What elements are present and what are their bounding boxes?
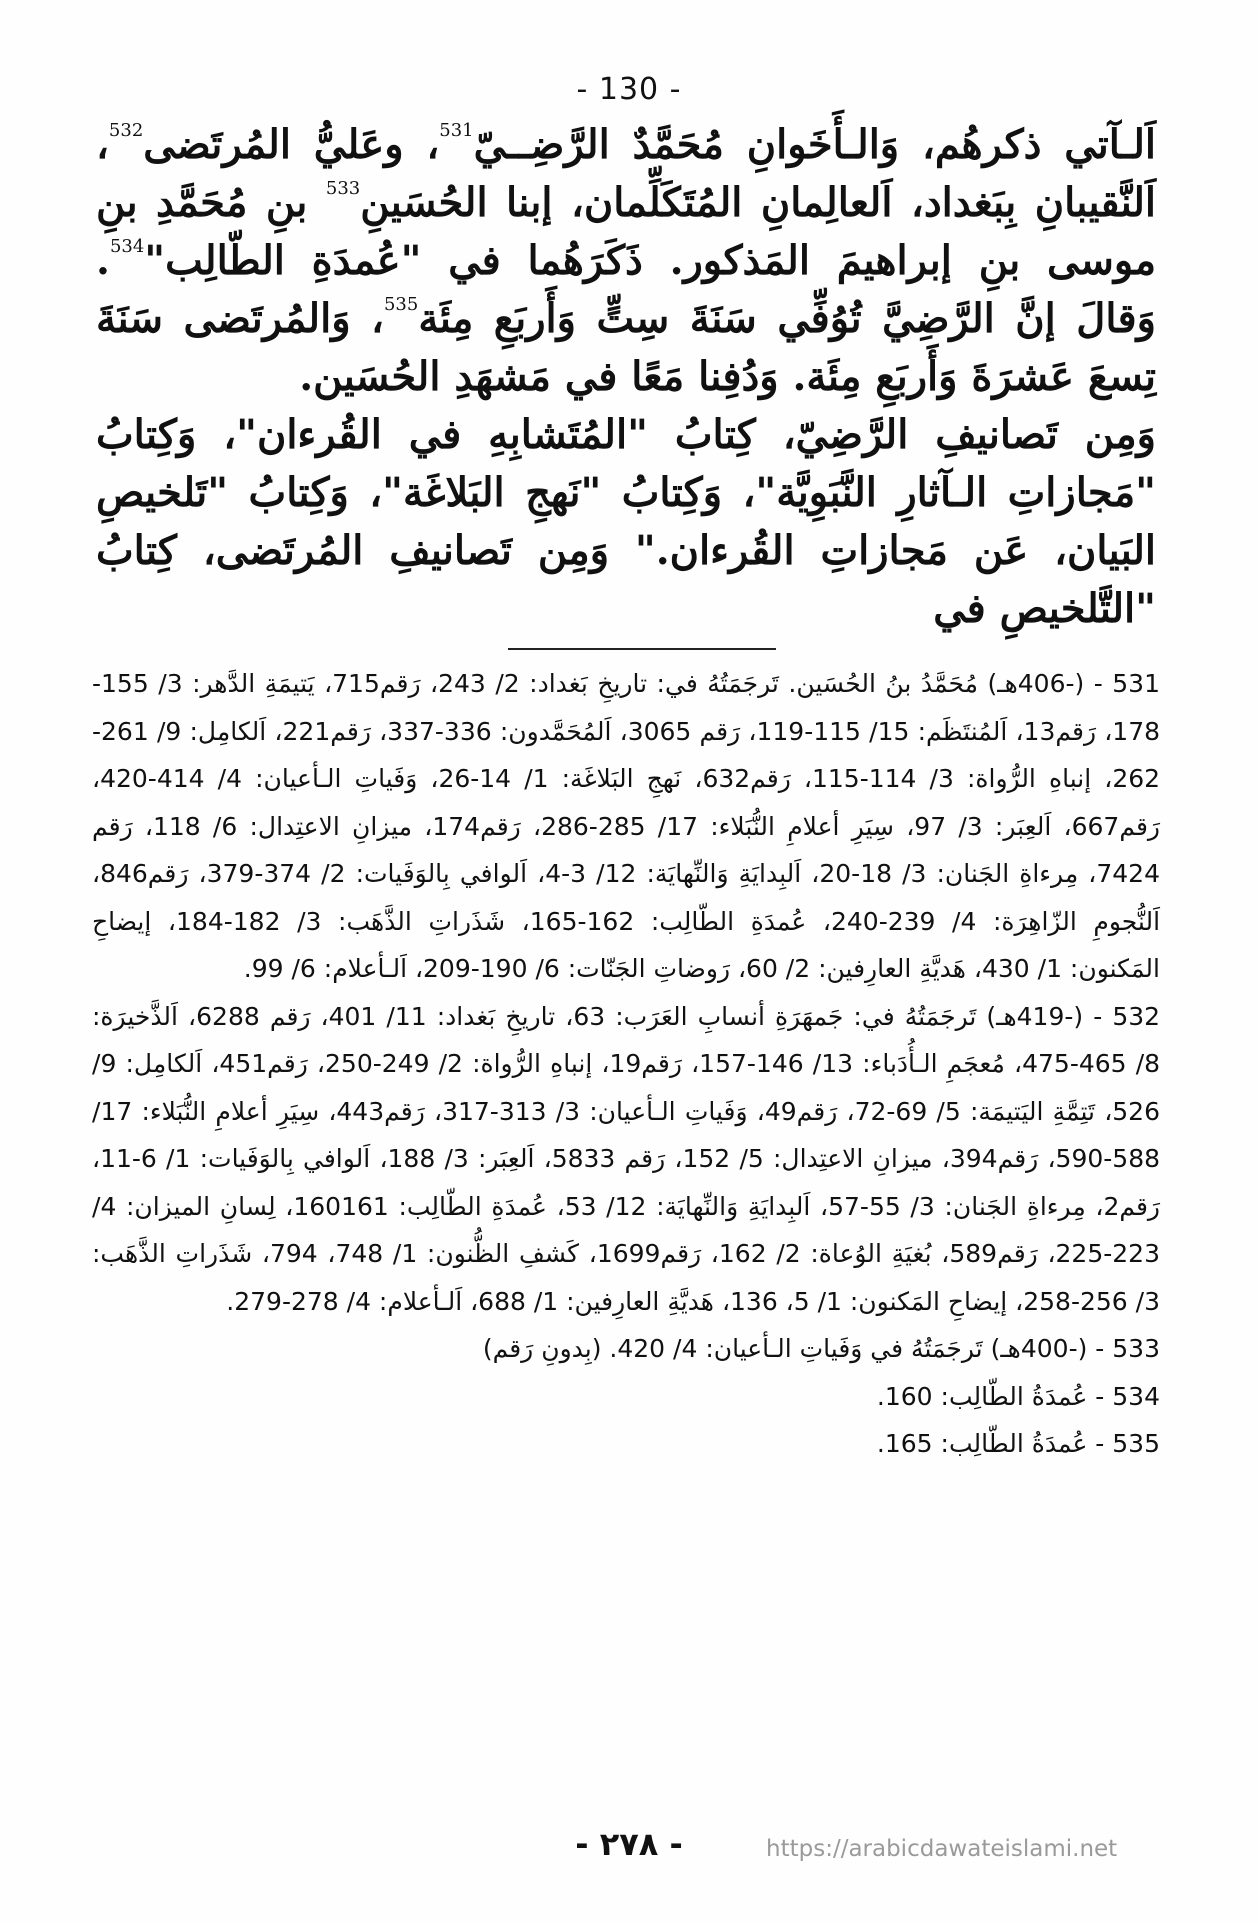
watermark-url: https://arabicdawateislami.net (766, 1836, 1118, 1862)
body-text-segment: ، وَالمُرتَضى سَنَةَ تِسعَ عَشرَةَ وَأَربَعِ مِئَة. وَدُفِنا مَعًا في مَشهَدِ الحُسَين. (96, 295, 1156, 400)
footnote-ref-535[interactable]: 535 (383, 294, 419, 315)
body-text-segment: اَلـآتي ذكرهُم، وَالـأَخَوانِ مُحَمَّدٌ الرَّضِــيّ (473, 121, 1156, 168)
footnote-ref-531[interactable]: 531 (439, 120, 474, 141)
footnote-divider (508, 648, 776, 650)
body-text-segment: . وَقالَ إنَّ الرَّضِيَّ تُوُفِّي سَنَةَ سِتٍّ وَأَربَعِ مِئَة (96, 237, 1156, 342)
footnote-ref-532[interactable]: 532 (108, 120, 144, 141)
body-text-segment: ، وعَليُّ المُرتَضى (143, 121, 440, 168)
body-paragraph-2: وَمِن تَصانيفِ الرَّضِيّ، كِتابُ "المُتَشابِهِ في القُرءان"، وَكِتابُ "مَجازاتِ الـآثارِ النَّبَوِيَّة"، وَكِتابُ "نَهجِ البَلاغَة"، وَكِتابُ "تَلخيصِ البَيان، عَن مَجازاتِ القُرءان." وَمِن تَصانيفِ المُرتَضى، كِتابُ "التَّلخيصِ في (96, 411, 1156, 632)
footnote-531: 531 - (-406هـ) مُحَمَّدُ بنُ الحُسَين. تَرجَمَتُهُ في: تاريخِ بَغداد: 2/ 243، رَقم715، يَتيمَةِ الدَّهر: 3/ 155-178، رَقم13، اَلمُنتَظَم: 15/ 115-119، رَقم 3065، اَلمُحَمَّدون: 336-337، رَقم221، اَلكامِل: 9/ 261-262، إنباهِ الرُّواة: 3/ 114-115، رَقم632، نَهجِ البَلاغَة: 1/ 14-26، وَفَياتِ الـأعيان: 4/ 414-420، رَقم667، اَلعِبَر: 3/ 97، سِيَرِ أعلامِ النُّبَلاء: 17/ 285-286، رَقم174، ميزانِ الاعتِدال: 6/ 118، رَقم 7424، مِرءاةِ الجَنان: 3/ 18-20، اَلبِدايَةِ وَالنِّهايَة: 12/ 3-4، اَلوافي بِالوَفَيات: 2/ 374-379، رَقم846، اَلنُّجومِ الزّاهِرَة: 4/ 239-240، عُمدَةِ الطّالِب: 162-165، شَذَراتِ الذَّهَب: 3/ 182-184، إيضاحِ المَكنون: 1/ 430، هَديَّةِ العارِفين: 2/ 60، رَوضاتِ الجَنّات: 6/ 190-209، اَلـأعلام: 6/ 99. (92, 669, 1161, 983)
footnote-533: 533 - (-400هـ) تَرجَمَتُهُ في وَفَياتِ الـأعيان: 4/ 420. (بِدونِ رَقم) (482, 1334, 1160, 1363)
footnote-534: 534 - عُمدَةُ الطّالِب: 160. (876, 1381, 1160, 1411)
footnote-ref-533[interactable]: 533 (325, 178, 361, 199)
top-page-number: - 130 - (576, 72, 682, 107)
body-paragraph-1 (96, 116, 1156, 406)
body-text-segment: ، اَلنَّقيبانِ بِبَغداد، اَلعالِمانِ المُتَكَلِّمان، إبنا الحُسَينِ (96, 121, 1157, 226)
main-text (96, 116, 1156, 638)
footnote-ref-534[interactable]: 534 (109, 236, 145, 257)
page-number: - ٢٧٨ - (575, 1825, 683, 1863)
body-text-segment: بنِ مُحَمَّدِ بنِ موسى بنِ إبراهيمَ المَذكور. ذَكَرَهُما في "عُمدَةِ الطّالِب" (96, 179, 1156, 284)
footnote-532: 532 - (-419هـ) تَرجَمَتُهُ في: جَمهَرَةِ أنسابِ العَرَب: 63، تاريخِ بَغداد: 11/ 401، رَقم 6288، اَلذَّخيرَة: 8/ 465-475، مُعجَمِ الـأُدَباء: 13/ 146-157، رَقم19، إنباهِ الرُّواة: 2/ 249-250، رَقم451، اَلكامِل: 9/ 526، تَتِمَّةِ اليَتيمَة: 5/ 69-72، رَقم49، وَفَياتِ الـأعيان: 3/ 313-317، رَقم443، سِيَرِ أعلامِ النُّبَلاء: 17/ 588-590، رَقم394، ميزانِ الاعتِدال: 5/ 152، رَقم 5833، اَلعِبَر: 3/ 188، اَلوافي بِالوَفَيات: 1/ 6-11، رَقم2، مِرءاةِ الجَنان: 3/ 55-57، اَلبِدايَةِ وَالنِّهايَة: 12/ 53، عُمدَةِ الطّالِب: 160161، لِسانِ الميزان: 4/ 223-225، رَقم589، بُغيَةِ الوُعاة: 2/ 162، رَقم1699، كَشفِ الظُّنون: 1/ 748، 794، شَذَراتِ الذَّهَب: 3/ 256-258، إيضاحِ المَكنون: 1/ 5، 136، هَديَّةِ العارِفين: 1/ 688، اَلـأعلام: 4/ 278-279. (92, 1001, 1161, 1316)
footnote-535: 535 - عُمدَةُ الطّالِب: 165. (876, 1429, 1160, 1458)
footnotes-section (92, 660, 1160, 1468)
